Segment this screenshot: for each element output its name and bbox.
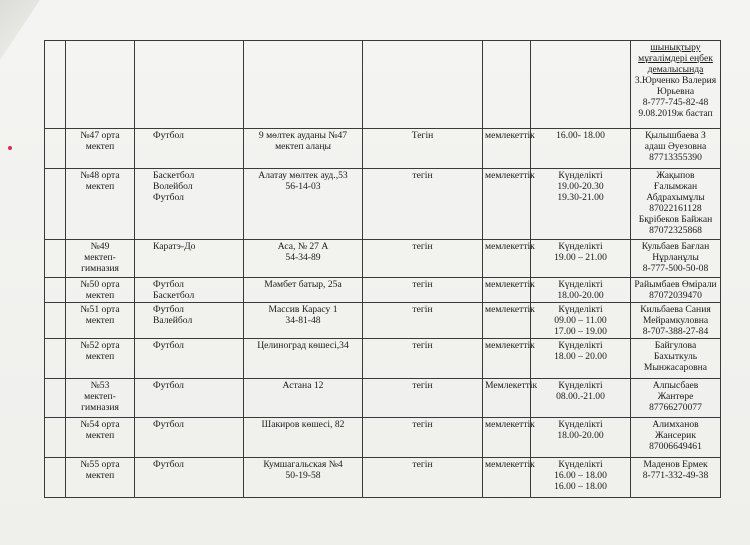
cell-address	[244, 41, 363, 129]
cell-index	[45, 303, 66, 339]
contact-line: 87072325868	[649, 225, 702, 236]
cell-index	[45, 169, 66, 240]
page-fold-shadow	[0, 0, 40, 60]
cell-schedule	[531, 278, 631, 303]
cell-sport	[135, 41, 244, 129]
ownership-line: мемлекеттік	[485, 459, 535, 470]
ownership-line: мемлекеттік	[485, 130, 535, 141]
cell-contact	[631, 129, 721, 169]
cell-sport	[135, 278, 244, 303]
cell-index	[45, 240, 66, 278]
fee-line: тегін	[412, 419, 433, 430]
school-line: №51 орта	[80, 304, 120, 315]
cell-fee	[363, 379, 483, 418]
schedule-line: Күнделікті	[558, 304, 603, 315]
contact-line: Бахыткуль	[653, 351, 698, 362]
schedule-line: 19.00 – 21.00	[554, 252, 607, 263]
cell-fee	[363, 240, 483, 278]
school-line: №55 орта	[80, 459, 120, 470]
cell-address	[244, 458, 363, 498]
contact-line: 8-777-745-82-48	[642, 97, 709, 108]
sport-line: Футбол	[153, 459, 184, 470]
cell-fee	[363, 339, 483, 379]
sport-line: Баскетбол	[153, 290, 195, 301]
cell-fee	[363, 418, 483, 458]
fee-line: тегін	[412, 241, 433, 252]
table-row	[45, 303, 721, 339]
cell-index	[45, 129, 66, 169]
fee-line: тегін	[412, 279, 433, 290]
school-line: мектеп	[85, 470, 115, 481]
address-line: 54-34-89	[285, 252, 321, 263]
cell-school	[66, 339, 135, 379]
cell-school	[66, 303, 135, 339]
cell-ownership	[483, 278, 535, 303]
cell-fee	[363, 41, 483, 129]
contact-line: Мейрамкуловна	[642, 315, 709, 326]
cell-address	[244, 278, 363, 303]
margin-dot	[8, 146, 12, 150]
cell-index	[45, 418, 66, 458]
sport-line: Валейбол	[153, 315, 193, 326]
schedule-line: 16.00 – 18.00	[554, 470, 607, 481]
school-line: гимназия	[81, 263, 119, 274]
contact-line: Юрьевна	[656, 86, 695, 97]
school-line: №53	[90, 380, 110, 391]
schedule-line: 18.00 – 20.00	[554, 351, 607, 362]
fee-line: тегін	[412, 459, 433, 470]
contact-line: 87006649461	[649, 441, 702, 452]
contact-line: Кильбаева Сания	[640, 304, 711, 315]
address-line: Массив Карасу 1	[268, 304, 338, 315]
sport-line: Баскетбол	[153, 170, 195, 181]
cell-index	[45, 41, 66, 129]
cell-contact	[631, 418, 721, 458]
address-line: Мәмбет батыр, 25а	[264, 279, 342, 290]
cell-sport	[135, 379, 244, 418]
cell-ownership	[483, 458, 535, 498]
cell-ownership	[483, 169, 535, 240]
cell-address	[244, 303, 363, 339]
sports-sections-table	[44, 40, 721, 498]
cell-contact	[631, 303, 721, 339]
contact-line: мұғалімдері еңбек	[638, 53, 713, 64]
ownership-line: мемлекеттік	[485, 304, 535, 315]
cell-index	[45, 278, 66, 303]
cell-schedule	[531, 240, 631, 278]
address-line: Целиноград көшесі,34	[257, 340, 349, 351]
ownership-line: мемлекеттік	[485, 419, 535, 430]
cell-index	[45, 379, 66, 418]
ownership-line: Мемлекеттік	[485, 380, 538, 391]
contact-line: 8-707-388-27-84	[642, 326, 709, 337]
schedule-line: 09.00 – 11.00	[554, 315, 607, 326]
cell-fee	[363, 169, 483, 240]
ownership-line: мемлекеттік	[485, 170, 535, 181]
contact-line: Райымбаев Өмірали	[634, 279, 717, 290]
cell-address	[244, 129, 363, 169]
school-line: мектеп	[85, 315, 115, 326]
sport-line: Футбол	[153, 192, 184, 203]
cell-address	[244, 339, 363, 379]
cell-fee	[363, 278, 483, 303]
cell-sport	[135, 418, 244, 458]
cell-index	[45, 339, 66, 379]
ownership-line: мемлекеттік	[485, 279, 535, 290]
table-row	[45, 418, 721, 458]
cell-contact	[631, 339, 721, 379]
cell-school	[66, 379, 135, 418]
school-line: гимназия	[81, 402, 119, 413]
cell-contact	[631, 278, 721, 303]
address-line: 50-19-58	[285, 470, 321, 481]
contact-line: 87022161128	[649, 203, 702, 214]
cell-schedule	[531, 379, 631, 418]
contact-line: 3.Юрченко Валерия	[634, 75, 717, 86]
school-line: мектеп-	[84, 391, 116, 402]
fee-line: тегін	[412, 340, 433, 351]
cell-school	[66, 240, 135, 278]
school-line: №47 орта	[80, 130, 120, 141]
cell-ownership	[483, 41, 531, 129]
contact-line: адаш Әуезовна	[644, 141, 707, 152]
cell-sport	[135, 169, 244, 240]
school-line: №48 орта	[80, 170, 120, 181]
continuation-row	[45, 41, 721, 129]
table-row	[45, 339, 721, 379]
contact-line: 9.08.2019ж бастап	[638, 108, 713, 119]
address-line: мектеп алаңы	[275, 141, 331, 152]
sport-line: Волейбол	[153, 181, 193, 192]
cell-schedule	[531, 303, 631, 339]
address-line: Алатау мөлтек ауд.,53	[258, 170, 348, 181]
school-line: №49	[90, 241, 110, 252]
contact-line: Нұрланұлы	[652, 252, 699, 263]
cell-contact	[631, 458, 721, 498]
cell-sport	[135, 240, 244, 278]
cell-schedule	[531, 41, 631, 129]
school-line: мектеп	[85, 181, 115, 192]
fee-line: тегін	[412, 380, 433, 391]
contact-line: Кульбаев Бағлан	[641, 241, 710, 252]
cell-contact-continuation	[631, 41, 721, 129]
cell-fee	[363, 129, 483, 169]
sport-line: Каратэ-До	[153, 241, 196, 252]
cell-ownership	[483, 240, 535, 278]
cell-schedule	[531, 339, 631, 379]
cell-index	[45, 458, 66, 498]
table-row	[45, 458, 721, 498]
schedule-line: 19.00-20.30	[557, 181, 604, 192]
contact-line: Ғалымжан	[653, 181, 698, 192]
schedule-line: 17.00 – 19.00	[554, 326, 607, 337]
sport-line: Футбол	[153, 419, 184, 430]
contact-line: Қылышбаева З	[645, 130, 706, 141]
cell-schedule	[531, 129, 631, 169]
table-row	[45, 278, 721, 303]
sport-line: Футбол	[153, 279, 184, 290]
address-line: Кумшагальская №4	[263, 459, 343, 470]
school-line: мектеп	[85, 290, 115, 301]
cell-school	[66, 169, 135, 240]
schedule-line: Күнделікті	[558, 241, 603, 252]
contact-line: Жансерик	[655, 430, 696, 441]
cell-address	[244, 418, 363, 458]
ownership-line: мемлекеттік	[485, 241, 535, 252]
sport-line: Футбол	[153, 304, 184, 315]
cell-fee	[363, 458, 483, 498]
cell-schedule	[531, 169, 631, 240]
address-line: Астана 12	[282, 380, 324, 391]
contact-line: Жақыпов	[656, 170, 695, 181]
contact-line: Байгулова	[654, 340, 697, 351]
cell-contact	[631, 169, 721, 240]
schedule-line: Күнделікті	[558, 459, 603, 470]
fee-line: тегін	[412, 170, 433, 181]
cell-address	[244, 379, 363, 418]
address-line: 56-14-03	[285, 181, 321, 192]
cell-fee	[363, 303, 483, 339]
schedule-line: 16.00 – 18.00	[554, 481, 607, 492]
contact-line: 8-777-500-50-08	[642, 263, 709, 274]
cell-school	[66, 458, 135, 498]
cell-sport	[135, 339, 244, 379]
fee-line: тегін	[412, 304, 433, 315]
address-line: Шакиров көшесі, 82	[261, 419, 345, 430]
cell-ownership	[483, 418, 535, 458]
contact-line: демалысында	[647, 64, 704, 75]
schedule-line: 18.00-20.00	[557, 290, 604, 301]
contact-line: 87766270077	[649, 402, 702, 413]
schedule-line: 18.00-20.00	[557, 430, 604, 441]
cell-address	[244, 240, 363, 278]
address-line: 9 мөлтек ауданы №47	[258, 130, 348, 141]
schedule-line: Күнделікті	[558, 279, 603, 290]
cell-sport	[135, 458, 244, 498]
cell-sport	[135, 303, 244, 339]
address-line: Аса, № 27 А	[277, 241, 329, 252]
contact-line: шынықтыру	[650, 42, 701, 53]
school-line: мектеп	[85, 430, 115, 441]
schedule-line: 16.00- 18.00	[556, 130, 605, 141]
cell-schedule	[531, 418, 631, 458]
contact-line: Мынжасаровна	[643, 362, 708, 373]
school-line: мектеп	[85, 351, 115, 362]
cell-contact	[631, 379, 721, 418]
cell-ownership	[483, 303, 535, 339]
cell-contact	[631, 240, 721, 278]
cell-school	[66, 41, 135, 129]
contact-line: Жантөре	[657, 391, 694, 402]
table-row	[45, 240, 721, 278]
cell-school	[66, 129, 135, 169]
address-line: 34-81-48	[285, 315, 321, 326]
contact-line: 8-771-332-49-38	[642, 470, 709, 481]
cell-ownership	[483, 379, 538, 418]
table-row	[45, 379, 721, 418]
school-line: №50 орта	[80, 279, 120, 290]
contact-line: Бқрібеков Байжан	[638, 214, 713, 225]
cell-ownership	[483, 129, 535, 169]
fee-line: Тегін	[411, 130, 434, 141]
contact-line: Маденов Ермек	[643, 459, 708, 470]
cell-school	[66, 278, 135, 303]
school-line: мектеп	[85, 141, 115, 152]
school-line: №52 орта	[80, 340, 120, 351]
sport-line: Футбол	[153, 130, 184, 141]
contact-line: Алимханов	[652, 419, 699, 430]
table-row	[45, 129, 721, 169]
schedule-line: Күнделікті	[558, 340, 603, 351]
schedule-line: Күнделікті	[558, 419, 603, 430]
sport-line: Футбол	[153, 340, 184, 351]
cell-schedule	[531, 458, 631, 498]
school-line: №54 орта	[80, 419, 120, 430]
schedule-line: 08.00.-21.00	[556, 391, 605, 402]
contact-line: 87072039470	[649, 290, 702, 301]
schedule-line: Күнделікті	[558, 170, 603, 181]
cell-ownership	[483, 339, 535, 379]
cell-address	[244, 169, 363, 240]
cell-school	[66, 418, 135, 458]
cell-sport	[135, 129, 244, 169]
contact-line: Алпысбаев	[652, 380, 699, 391]
contact-line: 87713355390	[649, 152, 702, 163]
schedule-line: 19.30-21.00	[557, 192, 604, 203]
sport-line: Футбол	[153, 380, 184, 391]
ownership-line: мемлекеттік	[485, 340, 535, 351]
school-line: мектеп-	[84, 252, 116, 263]
schedule-line: Күнделікті	[558, 380, 603, 391]
table-row	[45, 169, 721, 240]
contact-line: Абдрахымұлы	[646, 192, 705, 203]
